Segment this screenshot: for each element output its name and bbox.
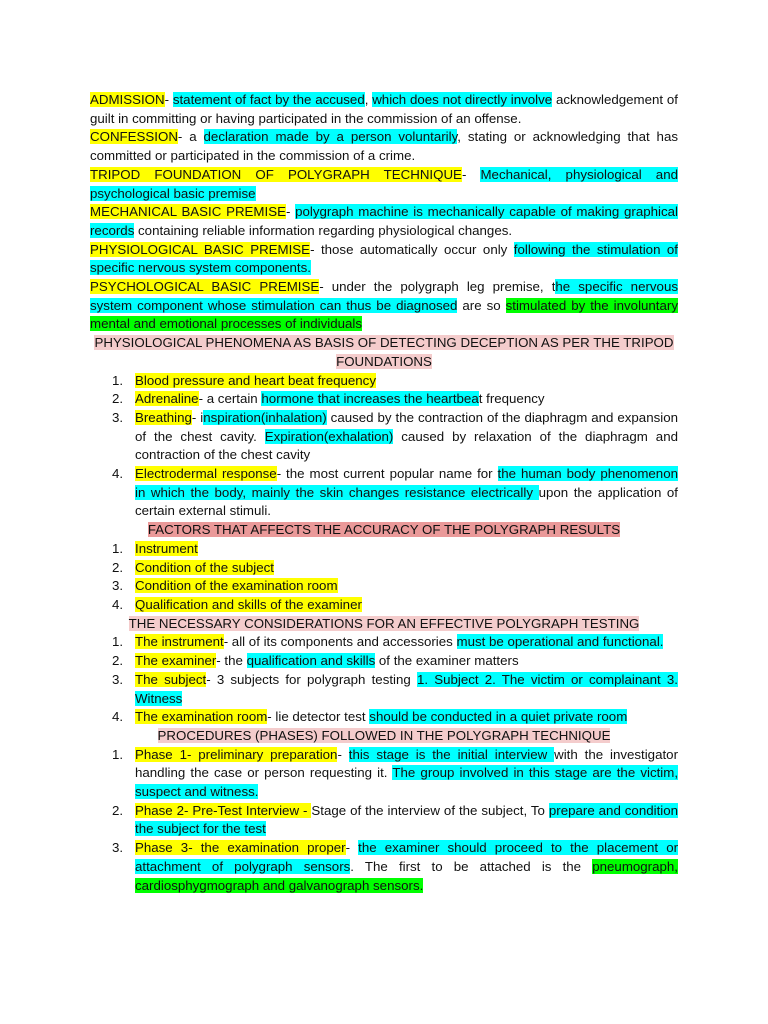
term-admission: ADMISSION <box>90 92 165 107</box>
term-mechanical: MECHANICAL BASIC PREMISE <box>90 204 286 220</box>
list-phenomena <box>90 372 678 522</box>
document-page <box>90 91 678 895</box>
definition-physiological: PHYSIOLOGICAL BASIC PREMISE- those automatically occur only following the stimulation of specific nervous system components. <box>90 241 679 276</box>
list-item: 4. Qualification and skills of the examiner <box>112 596 362 612</box>
heading-considerations: THE NECESSARY CONSIDERATIONS FOR AN EFFECTIVE POLYGRAPH TESTING <box>128 615 640 631</box>
list-item: 2. Adrenaline- a certain hormone that increases the heartbeat frequency <box>112 391 545 407</box>
list-considerations <box>90 633 678 727</box>
heading-procedures: PROCEDURES (PHASES) FOLLOWED IN THE POLYGRAPH TECHNIQUE <box>157 727 611 743</box>
list-item: 3. The subject- 3 subjects for polygraph testing 1. Subject 2. The victim or complainant 3. Witness <box>112 671 678 706</box>
definition-confession: CONFESSION- a declaration made by a person voluntarily, stating or acknowledging that has committed or participated in the commission of a crime. <box>90 129 678 164</box>
definition-psychological: PSYCHOLOGICAL BASIC PREMISE- under the polygraph leg premise, the specific nervous system component whose stimulation can thus be diagnosed are so stimulated by the involuntary mental and emotional processes of individuals <box>90 279 678 332</box>
list-factors <box>90 540 678 615</box>
list-item: 3. Breathing- inspiration(inhalation) caused by the contraction of the diaphragm and expansion of the chest cavity. Expiration(exhalation) caused by relaxation of the diaphragm and contraction of the chest cavity <box>112 409 678 463</box>
definition-admission: ADMISSION- statement of fact by the accused, which does not directly involve acknowledgement of guilt in committing or having participated in the commission of an offense. <box>90 92 678 126</box>
definition-mechanical: MECHANICAL BASIC PREMISE- polygraph machine is mechanically capable of making graphical records containing reliable information regarding physiological changes. <box>90 204 678 238</box>
list-procedures <box>90 746 678 896</box>
list-item: 4. The examination room- lie detector test should be conducted in a quiet private room <box>112 709 628 725</box>
list-item: 1. The instrument- all of its components and accessories must be operational and functional. <box>112 634 664 650</box>
term-physiological: PHYSIOLOGICAL BASIC PREMISE <box>90 241 311 257</box>
heading-phenomena: PHYSIOLOGICAL PHENOMENA AS BASIS OF DETECTING DECEPTION AS PER THE TRIPOD FOUNDATIONS <box>94 335 674 369</box>
list-item: 1. Phase 1- preliminary preparation- this stage is the initial interview with the investigator handling the case or person requesting it. The group involved in this stage are the victim, suspect and witness. <box>112 746 679 800</box>
list-item: 2. Condition of the subject <box>112 559 274 575</box>
list-item: 3. Condition of the examination room <box>112 578 338 594</box>
list-item: 2. Phase 2- Pre-Test Interview - Stage of the interview of the subject, To prepare and condition the subject for the test <box>112 802 679 837</box>
term-tripod: TRIPOD FOUNDATION OF POLYGRAPH TECHNIQUE <box>90 166 462 182</box>
list-item: 1. Blood pressure and heart beat frequency <box>112 372 376 388</box>
list-item: 1. Instrument <box>112 540 198 556</box>
list-item: 2. The examiner- the qualification and skills of the examiner matters <box>112 653 519 669</box>
term-psychological: PSYCHOLOGICAL BASIC PREMISE <box>90 279 320 295</box>
list-item: 3. Phase 3- the examination proper- the examiner should proceed to the placement or attachment of polygraph sensors. The first to be attached is the pneumograph, cardiosphygmograph and galvanograph sensors. <box>112 840 679 893</box>
definition-tripod: TRIPOD FOUNDATION OF POLYGRAPH TECHNIQUE- Mechanical, physiological and psychological basic premise <box>90 166 678 201</box>
heading-factors: FACTORS THAT AFFECTS THE ACCURACY OF THE POLYGRAPH RESULTS <box>147 522 621 538</box>
term-confession: CONFESSION <box>90 129 178 145</box>
list-item: 4. Electrodermal response- the most current popular name for the human body phenomenon in which the body, mainly the skin changes resistance electrically upon the application of certain external stimuli. <box>112 466 678 519</box>
